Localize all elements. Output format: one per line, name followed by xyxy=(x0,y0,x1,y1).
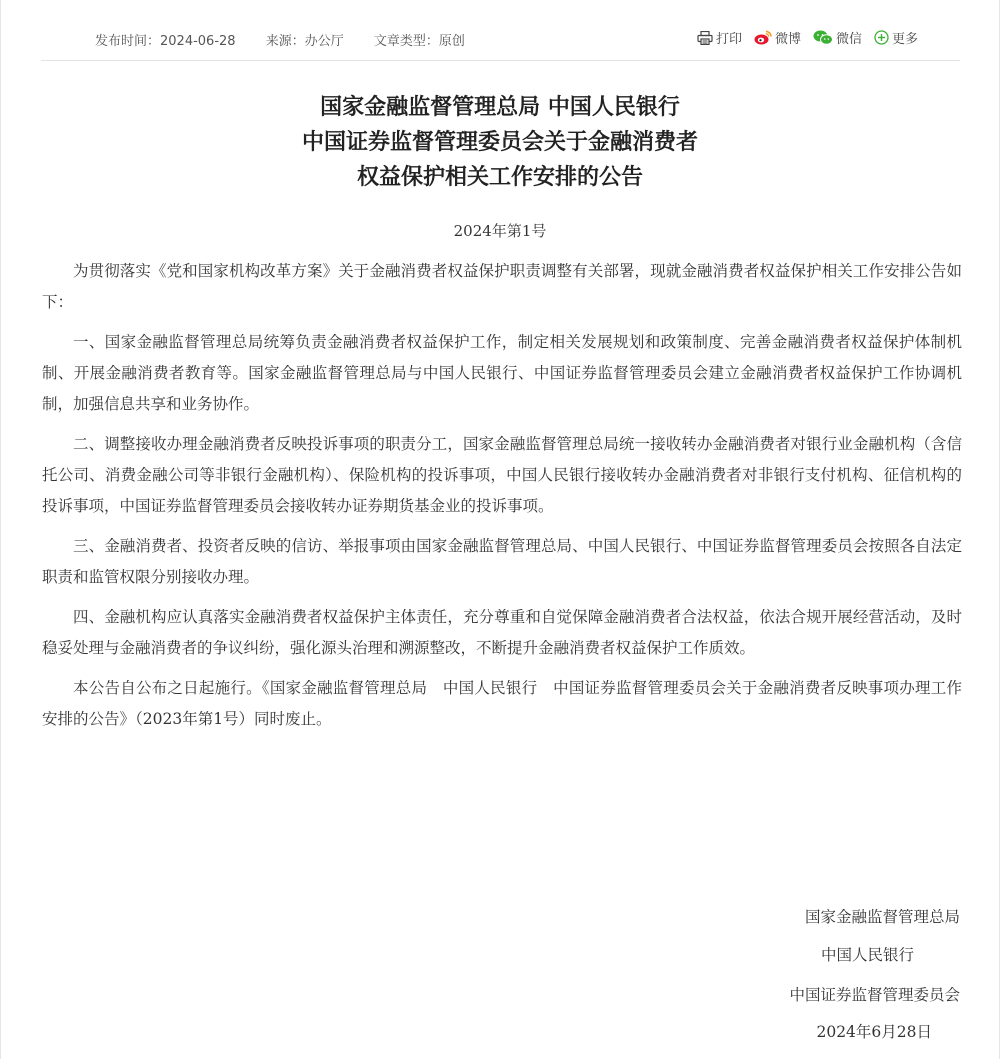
title-line-2: 中国证券监督管理委员会关于金融消费者 xyxy=(301,130,698,155)
document-number: 2024年第1号 xyxy=(453,222,547,240)
weibo-label: 微博 xyxy=(774,32,801,47)
print-button[interactable] xyxy=(697,28,742,47)
print-label: 打印 xyxy=(715,32,742,47)
article-title xyxy=(0,90,1000,195)
title-line-3: 权益保护相关工作安排的公告 xyxy=(356,165,643,190)
body-paragraph: 四、金融机构应认真落实金融消费者权益保护主体责任，充分尊重和自觉保障金融消费者合法权益，依法合规开展经营活动，及时稳妥处理与金融消费者的争议纠纷，强化源头治理和溯源整改，不断提升金融消费者权益保护工作质效。 xyxy=(42,608,962,657)
article-meta-bar xyxy=(41,22,960,61)
source: 来源：办公厅 xyxy=(265,34,344,49)
signature-org-csrc: 中国证券监督管理委员会 xyxy=(789,986,960,1004)
printer-icon xyxy=(697,31,713,45)
body-paragraph: 二、调整接收办理金融消费者反映投诉事项的职责分工，国家金融监督管理总局统一接收转办金融消费者对银行业金融机构（含信托公司、消费金融公司等非银行金融机构）、保险机构的投诉事项，中国人民银行接收转办金融消费者对非银行支付机构、征信机构的投诉事项，中国证券监督管理委员会接收转办证券期货基金业的投诉事项。 xyxy=(42,435,962,515)
body-paragraph: 为贯彻落实《党和国家机构改革方案》关于金融消费者权益保护职责调整有关部署，现就金融消费者权益保护相关工作安排公告如下： xyxy=(42,262,962,311)
body-paragraph: 本公告自公布之日起施行。《国家金融监督管理总局 中国人民银行 中国证券监督管理委员会关于金融消费者反映事项办理工作安排的公告》（2023年第1号）同时废止。 xyxy=(42,679,962,728)
title-line-1: 国家金融监督管理总局 中国人民银行 xyxy=(320,95,680,120)
signature-org-pboc: 中国人民银行 xyxy=(820,946,914,964)
signature-date: 2024年6月28日 xyxy=(816,1023,932,1041)
more-label: 更多 xyxy=(891,32,918,47)
body-paragraph: 一、国家金融监督管理总局统筹负责金融消费者权益保护工作，制定相关发展规划和政策制度、完善金融消费者权益保护体制机制、开展金融消费者教育等。国家金融监督管理总局与中国人民银行、中国证券监督管理委员会建立金融消费者权益保护工作协调机制，加强信息共享和业务协作。 xyxy=(42,333,962,413)
wechat-icon xyxy=(813,30,833,45)
wechat-share-button[interactable] xyxy=(813,28,862,47)
signature-org-nfra: 国家金融监督管理总局 xyxy=(804,908,960,926)
body-paragraph: 三、金融消费者、投资者反映的信访、举报事项由国家金融监督管理总局、中国人民银行、中国证券监督管理委员会按照各自法定职责和监管权限分别接收办理。 xyxy=(42,537,962,586)
article-meta xyxy=(95,30,491,49)
more-share-button[interactable] xyxy=(874,28,918,47)
article-body xyxy=(42,256,962,744)
plus-circle-icon xyxy=(874,30,889,45)
share-toolbar xyxy=(697,28,918,47)
weibo-share-button[interactable] xyxy=(754,28,801,47)
publish-time: 发布时间：2024-06-28 xyxy=(95,34,236,49)
article-type: 文章类型：原创 xyxy=(373,34,465,49)
weibo-icon xyxy=(754,30,772,45)
wechat-label: 微信 xyxy=(835,32,862,47)
